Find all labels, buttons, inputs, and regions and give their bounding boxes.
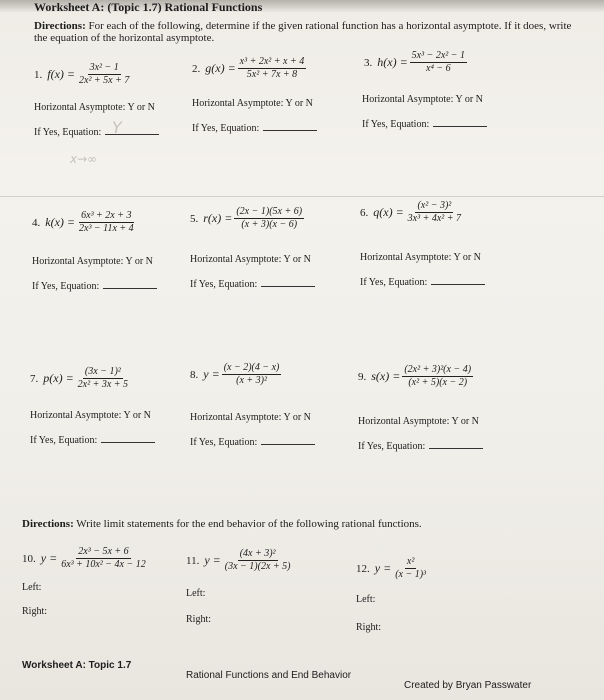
denominator: (x − 1)³ [395, 569, 427, 580]
problem-number: 4. [32, 216, 41, 229]
problem-number: 8. [190, 368, 199, 381]
numerator: (3x − 1)² [84, 366, 121, 377]
worksheet-title: Worksheet A: (Topic 1.7) Rational Functions [34, 0, 263, 14]
function-name: g(x) = [205, 61, 236, 75]
denominator: 6x³ + 10x² − 4x − 12 [61, 559, 146, 570]
denominator: x⁴ − 6 [426, 63, 451, 74]
ha-label: Horizontal Asymptote: Y or N [190, 254, 311, 265]
denominator: 2x² + 5x + 7 [79, 75, 130, 86]
eq-label-text: If Yes, Equation: [34, 127, 102, 138]
problem-6 [360, 200, 463, 225]
answer-blank[interactable] [103, 280, 157, 289]
left-label: Left: [22, 582, 42, 593]
right-label: Right: [356, 622, 382, 633]
rational-expression [393, 556, 428, 581]
problem-7 [30, 366, 130, 391]
rational-expression [222, 362, 282, 387]
problem-number: 3. [364, 56, 373, 69]
function-name: f(x) = [47, 67, 75, 81]
denominator: 2x³ − 11x + 4 [79, 223, 134, 234]
eq-label [360, 276, 485, 288]
directions [34, 20, 574, 44]
rational-expression [402, 364, 473, 389]
rational-expression [77, 62, 131, 87]
left-label: Left: [186, 588, 206, 599]
eq-label [192, 122, 317, 134]
rational-expression [234, 206, 304, 231]
denominator: (3x − 1)(2x + 5) [224, 561, 291, 572]
footer-left: Worksheet A: Topic 1.7 [22, 660, 132, 671]
denominator: (x + 3)(x − 6) [241, 219, 298, 230]
handwritten-answer: Y [112, 118, 122, 137]
directions-text: Write limit statements for the end behavior of the following rational functions. [76, 518, 422, 530]
function-name: s(x) = [371, 369, 401, 383]
numerator: 5x³ − 2x² − 1 [411, 50, 466, 61]
problem-3 [364, 50, 467, 75]
function-name: q(x) = [373, 205, 404, 219]
answer-blank[interactable] [431, 276, 485, 285]
directions-label: Directions: [34, 20, 86, 32]
denominator: 5x² + 7x + 8 [246, 69, 298, 80]
function-name: y = [40, 551, 58, 565]
ha-label: Horizontal Asymptote: Y or N [192, 98, 313, 109]
function-name: p(x) = [43, 371, 74, 385]
numerator: (2x − 1)(5x + 6) [236, 206, 303, 217]
problem-number: 12. [356, 562, 370, 575]
eq-label-text: If Yes, Equation: [362, 119, 430, 130]
answer-blank[interactable] [263, 122, 317, 131]
eq-label-text: If Yes, Equation: [32, 281, 100, 292]
answer-blank[interactable] [433, 118, 487, 127]
right-label: Right: [186, 614, 212, 625]
function-name: y = [203, 367, 220, 381]
ha-label: Horizontal Asymptote: Y or N [34, 102, 155, 113]
eq-label [34, 126, 159, 138]
problem-number: 11. [186, 554, 200, 567]
eq-label-text: If Yes, Equation: [192, 123, 260, 134]
ha-label: Horizontal Asymptote: Y or N [30, 410, 151, 421]
left-label: Left: [356, 594, 376, 605]
numerator: (x² − 3)² [417, 200, 452, 211]
answer-blank[interactable] [429, 440, 483, 449]
function-name: y = [204, 553, 221, 567]
eq-label-text: If Yes, Equation: [358, 441, 426, 452]
ha-label: Horizontal Asymptote: Y or N [190, 412, 311, 423]
eq-label-text: If Yes, Equation: [190, 437, 258, 448]
rational-expression [410, 50, 467, 75]
numerator: (x − 2)(4 − x) [223, 362, 280, 373]
ha-label: Horizontal Asymptote: Y or N [32, 256, 153, 267]
right-label: Right: [22, 606, 48, 617]
rational-expression [223, 548, 293, 573]
eq-label [190, 278, 315, 290]
numerator: 6x³ + 2x + 3 [81, 210, 132, 221]
problem-5 [190, 206, 304, 231]
rational-expression [406, 200, 463, 225]
rational-expression [76, 366, 130, 391]
ha-label: Horizontal Asymptote: Y or N [360, 252, 481, 263]
function-name: y = [374, 561, 392, 575]
end-behavior-directions [22, 518, 592, 530]
problem-number: 9. [358, 370, 367, 383]
numerator: (4x + 3)² [239, 548, 276, 559]
eq-label-text: If Yes, Equation: [190, 279, 258, 290]
numerator: 2x³ − 5x + 6 [78, 546, 129, 557]
problem-8 [190, 362, 281, 387]
problem-number: 1. [34, 68, 43, 81]
answer-blank[interactable] [261, 436, 315, 445]
eq-label [362, 118, 487, 130]
problem-10 [22, 546, 148, 571]
function-name: r(x) = [203, 211, 233, 225]
eq-label [190, 436, 315, 448]
answer-blank[interactable] [261, 278, 315, 287]
denominator: (x² + 5)(x − 2) [408, 377, 468, 388]
problem-1 [34, 62, 131, 87]
problem-4 [32, 210, 136, 235]
footer-center: Rational Functions and End Behavior [186, 670, 352, 681]
eq-label [30, 434, 155, 446]
directions-label: Directions: [22, 518, 74, 530]
problem-number: 7. [30, 372, 39, 385]
problem-2 [192, 56, 306, 81]
eq-label [32, 280, 157, 292]
eq-label-text: If Yes, Equation: [360, 277, 428, 288]
answer-blank[interactable] [101, 434, 155, 443]
numerator: 3x² − 1 [89, 62, 119, 73]
footer-right: Created by Bryan Passwater [404, 680, 532, 691]
function-name: k(x) = [45, 215, 75, 229]
numerator: (2x² + 3)²(x − 4) [404, 364, 472, 375]
eq-label [358, 440, 483, 452]
rational-expression [77, 210, 136, 235]
denominator: 2x² + 3x + 5 [77, 379, 129, 390]
rational-expression [238, 56, 307, 81]
rational-expression [59, 546, 148, 571]
ha-label: Horizontal Asymptote: Y or N [358, 416, 479, 427]
numerator: x³ + 2x² + x + 4 [239, 56, 305, 67]
handwritten-note: x→∞ [70, 152, 98, 166]
page-fold-line [0, 196, 604, 197]
ha-label: Horizontal Asymptote: Y or N [362, 94, 483, 105]
denominator: (x + 3)² [236, 375, 267, 386]
problem-12 [356, 556, 428, 581]
problem-number: 10. [22, 552, 36, 565]
problem-number: 6. [360, 206, 369, 219]
problem-9 [358, 364, 473, 389]
function-name: h(x) = [377, 55, 408, 69]
problem-number: 2. [192, 62, 201, 75]
eq-label-text: If Yes, Equation: [30, 435, 98, 446]
problem-number: 5. [190, 212, 199, 225]
numerator: x² [406, 556, 415, 567]
denominator: 3x³ + 4x² + 7 [407, 213, 462, 224]
directions-text: For each of the following, determine if the given rational function has a horizontal asymptote. If it does, write the equation of the horizontal asymptote. [34, 20, 572, 44]
problem-11 [186, 548, 292, 573]
